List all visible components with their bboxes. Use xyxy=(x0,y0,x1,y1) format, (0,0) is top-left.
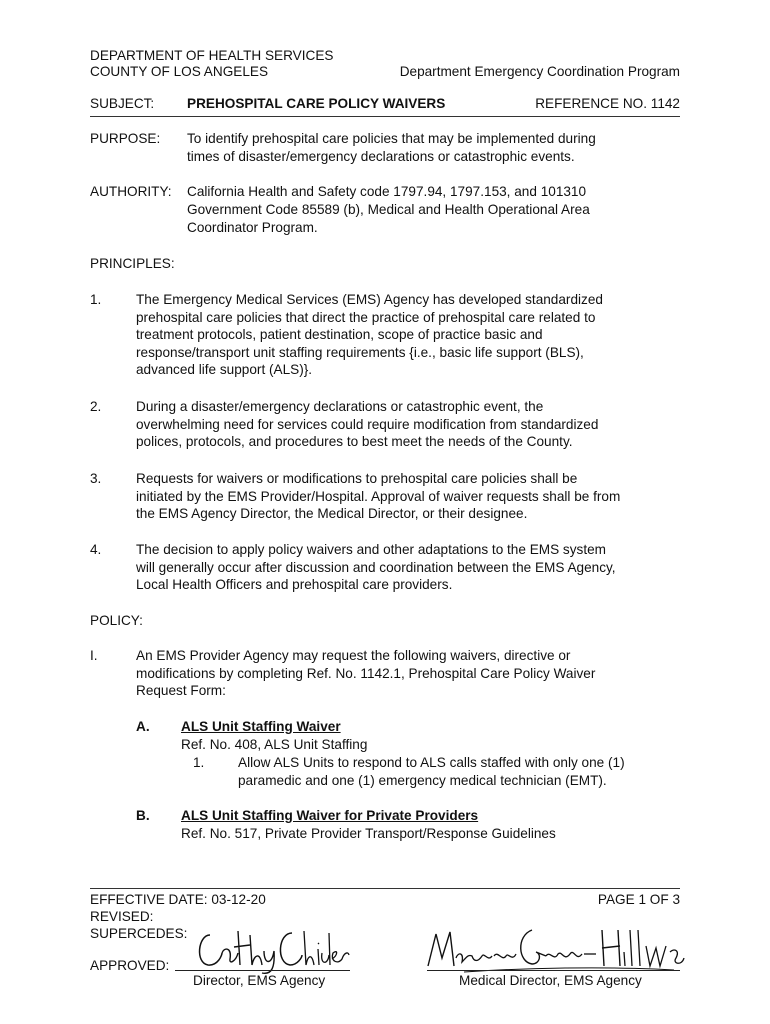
principle-line: initiated by the EMS Provider/Hospital. Approval of waiver requests shall be from xyxy=(136,488,621,504)
purpose-line-1: To identify prehospital care policies that may be implemented during xyxy=(187,131,596,146)
program-name: Department Emergency Coordination Program xyxy=(399,64,680,79)
subsection-a-point-line-2: paramedic and one (1) emergency medical technician (EMT). xyxy=(238,773,607,788)
policy-item-text xyxy=(136,647,595,700)
principle-line: Requests for waivers or modifications to prehospital care policies shall be xyxy=(136,471,578,486)
principle-number: 4. xyxy=(90,542,102,557)
principle-line: response/transport unit staffing requirements {i.e., basic life support (BLS), xyxy=(136,344,584,360)
principle-number: 2. xyxy=(90,399,102,414)
subsection-b-letter: B. xyxy=(136,808,150,823)
medical-director-signature-line xyxy=(427,970,680,971)
authority-label: AUTHORITY: xyxy=(90,184,172,199)
subsection-a-title: ALS Unit Staffing Waiver xyxy=(181,719,341,734)
approved-label: APPROVED: xyxy=(90,958,170,973)
authority-line-3: Coordinator Program. xyxy=(187,220,318,235)
subsection-b-title: ALS Unit Staffing Waiver for Private Providers xyxy=(181,808,479,823)
header-rule xyxy=(90,116,680,117)
principle-2-text xyxy=(136,398,598,451)
subject-label: SUBJECT: xyxy=(90,96,155,111)
policy-line: An EMS Provider Agency may request the following waivers, directive or xyxy=(136,648,571,663)
principle-1-text xyxy=(136,291,603,379)
principle-line: treatment protocols, patient destination, scope of practice basic and xyxy=(136,327,543,343)
principle-number: 1. xyxy=(90,292,102,307)
subsection-a-letter: A. xyxy=(136,719,150,734)
principle-line: Local Health Officers and prehospital care providers. xyxy=(136,577,453,593)
page-number: PAGE 1 OF 3 xyxy=(597,892,680,907)
supercedes-label: SUPERCEDES: xyxy=(90,926,188,941)
subsection-b-ref: Ref. No. 517, Private Provider Transport/Response Guidelines xyxy=(181,826,556,841)
principles-label: PRINCIPLES: xyxy=(90,256,175,271)
principle-line: will generally occur after discussion and coordination between the EMS Agency, xyxy=(136,559,616,575)
effective-date: EFFECTIVE DATE: 03-12-20 xyxy=(90,892,266,907)
subsection-a-ref: Ref. No. 408, ALS Unit Staffing xyxy=(181,737,368,752)
county-name: COUNTY OF LOS ANGELES xyxy=(90,64,269,79)
director-caption: Director, EMS Agency xyxy=(193,973,326,988)
document-title: PREHOSPITAL CARE POLICY WAIVERS xyxy=(187,96,446,111)
principle-3-text xyxy=(136,470,620,523)
policy-label: POLICY: xyxy=(90,613,143,628)
director-signature-line xyxy=(175,970,350,971)
authority-line-2: Government Code 85589 (b), Medical and Health Operational Area xyxy=(187,202,590,217)
principle-line: prehospital care policies that direct the practice of prehospital care related to xyxy=(136,309,596,325)
principle-number: 3. xyxy=(90,471,102,486)
footer-rule xyxy=(90,888,680,889)
director-signature xyxy=(192,925,350,975)
reference-number: REFERENCE NO. 1142 xyxy=(535,96,680,111)
purpose-label: PURPOSE: xyxy=(90,131,161,146)
policy-line: modifications by completing Ref. No. 1142.1, Prehospital Care Policy Waiver xyxy=(136,665,596,681)
principle-line: During a disaster/emergency declarations or catastrophic event, the xyxy=(136,399,544,414)
policy-item-number: I. xyxy=(90,648,98,663)
department-name: DEPARTMENT OF HEALTH SERVICES xyxy=(90,48,334,63)
principle-line: advanced life support (ALS)}. xyxy=(136,362,313,378)
principle-line: The Emergency Medical Services (EMS) Agency has developed standardized xyxy=(136,292,603,307)
principle-line: polices, protocols, and procedures to best meet the needs of the County. xyxy=(136,434,573,450)
medical-director-caption: Medical Director, EMS Agency xyxy=(459,973,642,988)
purpose-line-2: times of disaster/emergency declarations or catastrophic events. xyxy=(187,149,575,164)
policy-line: Request Form: xyxy=(136,683,226,699)
subsection-a-point-line-1: Allow ALS Units to respond to ALS calls staffed with only one (1) xyxy=(238,755,625,770)
principle-4-text xyxy=(136,541,616,594)
principle-line: the EMS Agency Director, the Medical Director, or their designee. xyxy=(136,506,528,522)
revised-label: REVISED: xyxy=(90,909,154,924)
principle-line: The decision to apply policy waivers and other adaptations to the EMS system xyxy=(136,542,606,557)
authority-line-1: California Health and Safety code 1797.94, 1797.153, and 101310 xyxy=(187,184,587,199)
principle-line: overwhelming need for services could require modification from standardized xyxy=(136,416,599,432)
subsection-a-point-number: 1. xyxy=(193,755,205,770)
